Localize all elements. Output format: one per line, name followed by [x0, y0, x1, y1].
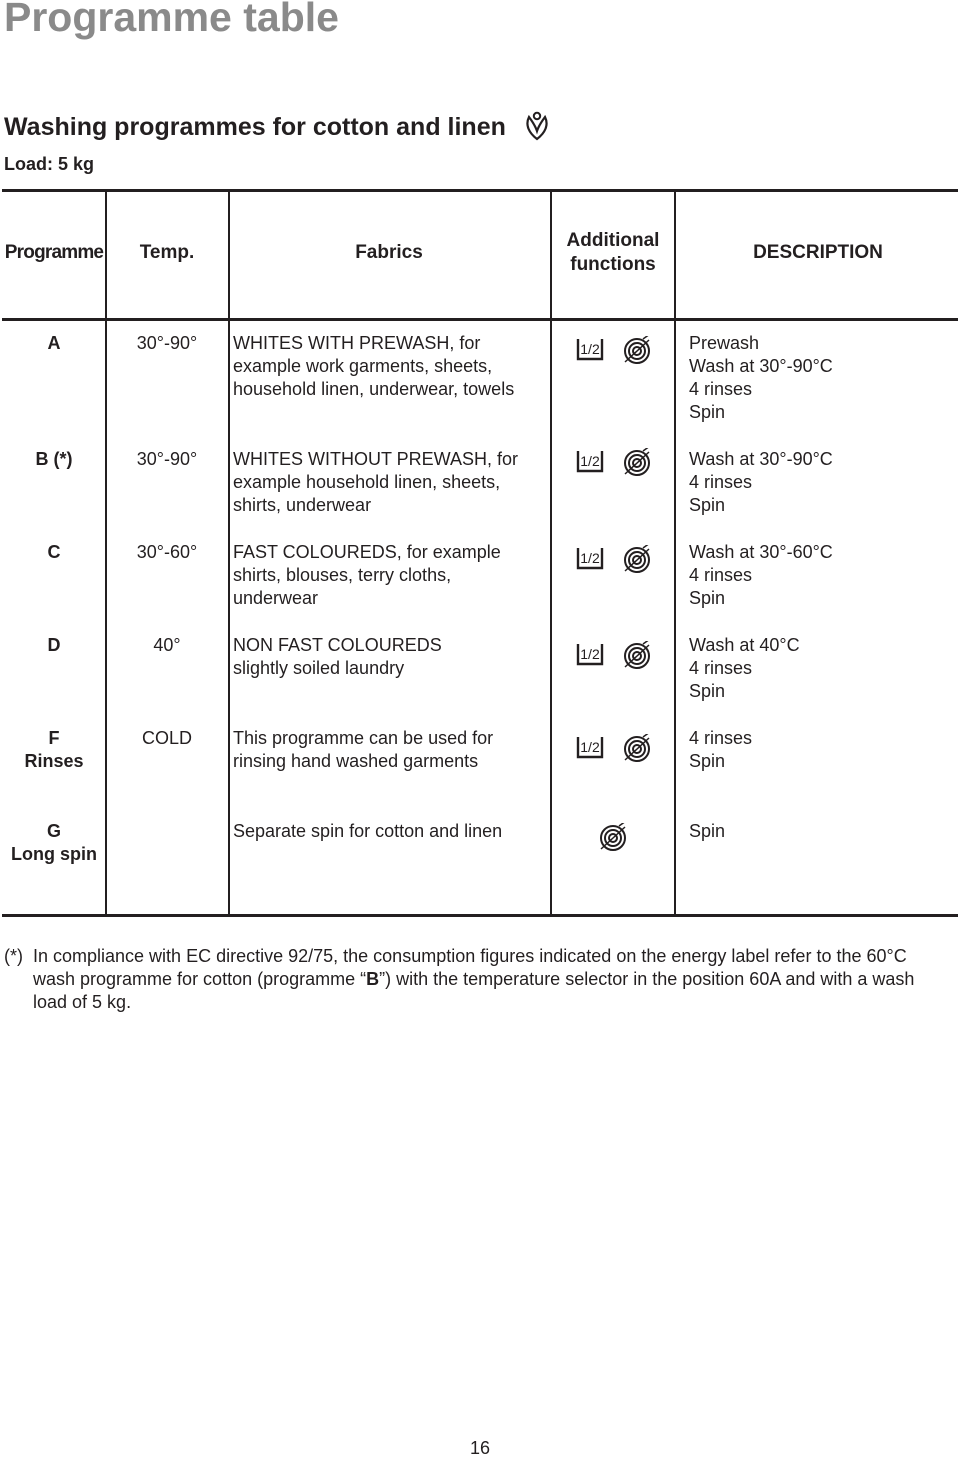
description-line: 4 rinses: [689, 379, 753, 399]
programme-name: Rinses: [24, 751, 84, 771]
description-line: Prewash: [689, 333, 760, 353]
description-line: Spin: [689, 588, 726, 608]
temp-cell: 30°-60°: [136, 542, 198, 562]
programme-name: Long spin: [11, 844, 97, 864]
programme-cell: [4, 448, 104, 471]
fabrics-line: example household linen, sheets,: [233, 472, 501, 492]
description-line: Spin: [689, 821, 726, 841]
footnote-text: [33, 945, 940, 1014]
fabrics-line: slightly soiled laundry: [233, 658, 405, 678]
description-line: 4 rinses: [689, 565, 753, 585]
description-cell: [689, 448, 833, 517]
header-temp: Temp.: [139, 242, 195, 263]
half-load-label: 1/2: [580, 341, 600, 357]
section-heading: [4, 113, 551, 143]
footnote-marker: (*): [4, 946, 23, 966]
fabrics-line: example work garments, sheets,: [233, 356, 493, 376]
temp-cell: COLD: [141, 728, 192, 748]
programme-cell: [4, 820, 104, 866]
table-top-rule: [2, 189, 958, 192]
half-load-icon: [575, 642, 605, 668]
programme-cell: [4, 727, 104, 773]
spin-icon: [622, 336, 652, 366]
fabrics-line: shirts, underwear: [233, 495, 372, 515]
description-cell: [689, 634, 800, 703]
column-divider: [228, 190, 230, 916]
programme-code: A: [47, 333, 61, 353]
temp-cell: 30°-90°: [136, 449, 198, 469]
spin-icon: [598, 823, 628, 853]
description-line: Spin: [689, 402, 726, 422]
column-divider: [105, 190, 107, 916]
description-line: Spin: [689, 681, 726, 701]
temp-cell: 30°-90°: [136, 333, 198, 353]
description-line: Wash at 30°-90°C: [689, 449, 833, 469]
fabrics-line: shirts, blouses, terry cloths,: [233, 565, 452, 585]
description-line: Spin: [689, 751, 726, 771]
footnote-text-before: In compliance with EC directive 92/75, the consumption figures indicated on the energy label refer to the 60°C wash programme for cotton (programme “: [33, 946, 907, 989]
description-cell: [689, 541, 833, 610]
description-line: 4 rinses: [689, 728, 753, 748]
programme-code: F: [48, 728, 60, 748]
fabrics-cell: [233, 727, 493, 773]
load-label: Load: 5 kg: [4, 154, 95, 174]
fabrics-line: rinsing hand washed garments: [233, 751, 479, 771]
header-additional-functions: [552, 229, 674, 277]
fabrics-cell: [233, 448, 518, 517]
programme-cell: [4, 332, 104, 355]
header-additional-line: Additional: [566, 230, 660, 251]
fabrics-line: This programme can be used for: [233, 728, 494, 748]
half-load-icon: [575, 337, 605, 363]
half-load-label: 1/2: [580, 453, 600, 469]
spin-icon: [622, 641, 652, 671]
fabrics-line: FAST COLOUREDS, for example: [233, 542, 501, 562]
spin-icon: [622, 448, 652, 478]
programme-code: G: [46, 821, 61, 841]
description-line: Wash at 40°C: [689, 635, 800, 655]
half-load-icon: [575, 735, 605, 761]
description-cell: [689, 820, 725, 843]
half-load-icon: [575, 449, 605, 475]
cotton-flower-icon: [523, 111, 551, 141]
footnote: [4, 945, 940, 1014]
fabrics-cell: [233, 634, 442, 680]
description-line: Wash at 30°-90°C: [689, 356, 833, 376]
header-bottom-rule: [2, 318, 958, 321]
description-line: 4 rinses: [689, 472, 753, 492]
section-heading-text: Washing programmes for cotton and linen: [4, 113, 506, 141]
fabrics-cell: [233, 541, 501, 610]
footnote-text-after: ”) with the temperature selector in the position 60A and with a wash load of 5 kg.: [33, 969, 915, 1012]
description-line: 4 rinses: [689, 658, 753, 678]
fabrics-line: NON FAST COLOUREDS: [233, 635, 442, 655]
programme-cell: [4, 541, 104, 564]
header-programme: Programme: [4, 242, 104, 263]
page-number: 16: [469, 1438, 491, 1458]
page-title: Programme table: [4, 0, 339, 40]
fabrics-cell: [233, 332, 514, 401]
fabrics-line: household linen, underwear, towels: [233, 379, 515, 399]
programme-code: B (*): [35, 449, 73, 469]
programme-code: D: [47, 635, 61, 655]
description-cell: [689, 727, 752, 773]
fabrics-line: underwear: [233, 588, 319, 608]
column-divider: [550, 190, 552, 916]
programme-code: C: [47, 542, 61, 562]
description-line: Wash at 30°-60°C: [689, 542, 833, 562]
footnote-program-letter: B: [366, 969, 380, 989]
spin-icon: [622, 734, 652, 764]
programme-cell: [4, 634, 104, 657]
description-cell: [689, 332, 833, 424]
description-line: Spin: [689, 495, 726, 515]
half-load-label: 1/2: [580, 739, 600, 755]
spin-icon: [622, 545, 652, 575]
fabrics-line: WHITES WITHOUT PREWASH, for: [233, 449, 519, 469]
table-bottom-rule: [2, 914, 958, 917]
temp-cell: 40°: [153, 635, 181, 655]
fabrics-cell: [233, 820, 502, 843]
half-load-icon: [575, 546, 605, 572]
half-load-label: 1/2: [580, 550, 600, 566]
header-fabrics: Fabrics: [355, 242, 423, 263]
header-functions-line: functions: [570, 254, 656, 275]
header-description: DESCRIPTION: [753, 242, 883, 263]
fabrics-line: WHITES WITH PREWASH, for: [233, 333, 481, 353]
fabrics-line: Separate spin for cotton and linen: [233, 821, 503, 841]
column-divider: [674, 190, 676, 916]
half-load-label: 1/2: [580, 646, 600, 662]
